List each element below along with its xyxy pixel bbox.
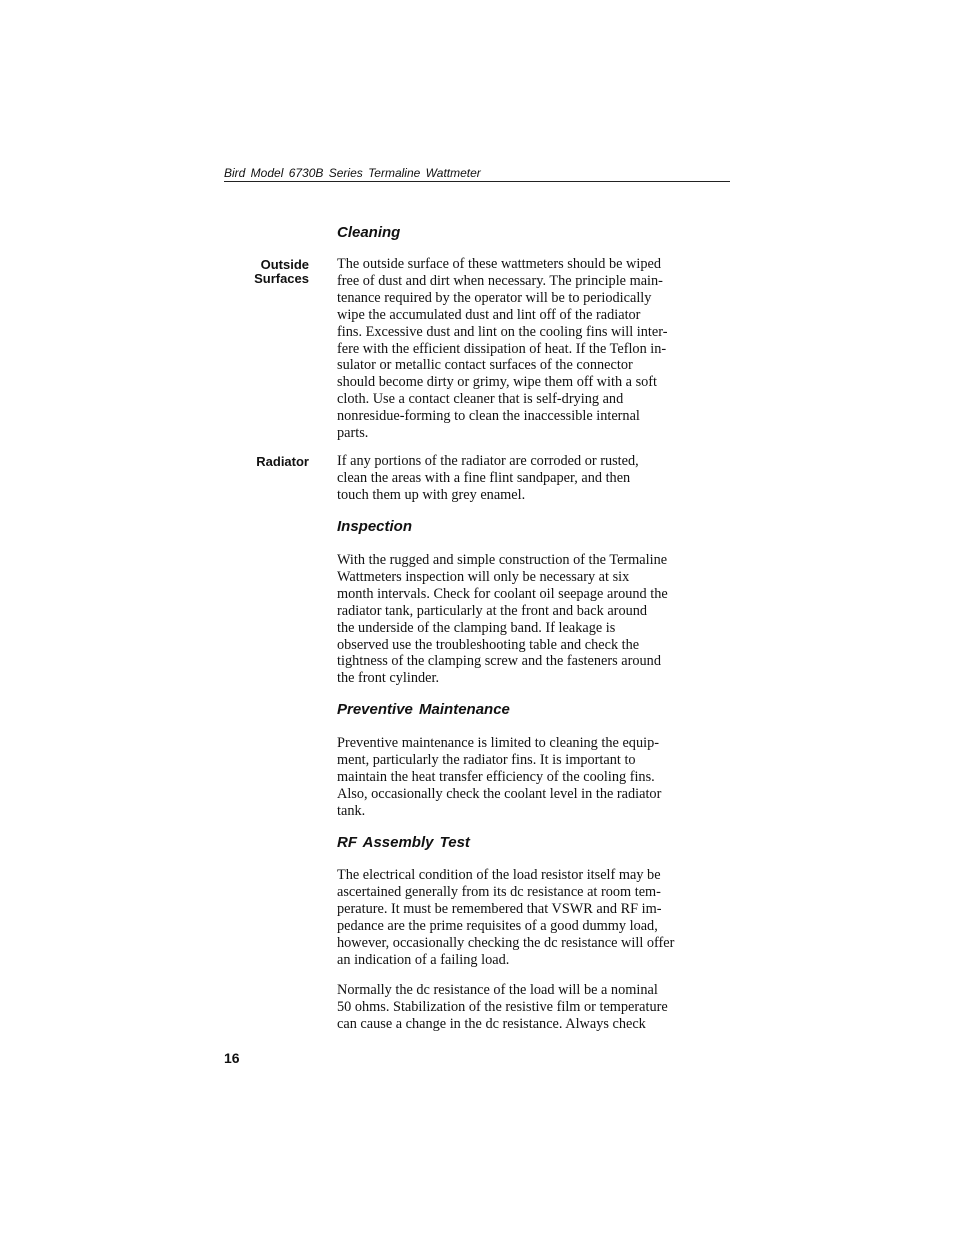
text-line: the underside of the clamping band. If leakage is — [337, 619, 616, 636]
text-line: 50 ohms. Stabilization of the resistive film or temperature — [337, 998, 668, 1015]
text-line: tenance required by the operator will be to periodically — [337, 289, 652, 306]
paragraph-preventive-maintenance — [337, 735, 730, 820]
text-line: With the rugged and simple construction of the Termaline — [337, 552, 668, 568]
text-line: should become dirty or grimy, wipe them off with a soft — [337, 374, 658, 391]
text-line: the front cylinder. — [337, 670, 440, 687]
paragraph-rf-test-1 — [337, 867, 730, 968]
page-number: 16 — [224, 1050, 240, 1066]
paragraph-rf-test-2 — [337, 982, 730, 1033]
text-line: Normally the dc resistance of the load will be a nominal — [337, 982, 658, 998]
text-line: month intervals. Check for coolant oil seepage around the — [337, 585, 668, 602]
section-title-cleaning: Cleaning — [337, 224, 401, 241]
text-line: an indication of a failing load. — [337, 951, 510, 968]
text-line: radiator tank, particularly at the front and back around — [337, 602, 648, 619]
section-title-inspection: Inspection — [337, 518, 413, 535]
text-line: The outside surface of these wattmeters should be wiped — [337, 256, 661, 272]
text-line: Preventive maintenance is limited to cleaning the equip- — [337, 735, 659, 751]
text-line: tightness of the clamping screw and the fasteners around — [337, 653, 661, 670]
text-line: wipe the accumulated dust and lint off of the radiator — [337, 306, 641, 323]
section-title-rf-assembly-test: RF Assembly Test — [337, 834, 470, 851]
side-label-outside-surfaces — [254, 258, 309, 286]
text-line: maintain the heat transfer efficiency of the cooling fins. — [337, 768, 655, 785]
side-label-outside: Outside — [260, 257, 309, 272]
section-title-preventive-maintenance: Preventive Maintenance — [337, 701, 510, 718]
text-line: tank. — [337, 802, 366, 819]
text-line: Wattmeters inspection will only be necessary at six — [337, 568, 630, 585]
paragraph-outside-surfaces — [337, 256, 730, 442]
text-line: cloth. Use a contact cleaner that is self-drying and — [337, 391, 624, 408]
text-line: If any portions of the radiator are corroded or rusted, — [337, 453, 639, 469]
text-line: pedance are the prime requisites of a good dummy load, — [337, 917, 658, 934]
text-line: fere with the efficient dissipation of heat. If the Teflon in- — [337, 340, 667, 357]
side-label-radiator: Radiator — [256, 454, 309, 469]
paragraph-inspection — [337, 552, 730, 687]
text-line: observed use the troubleshooting table and check the — [337, 636, 640, 653]
text-line: fins. Excessive dust and lint on the cooling fins will inter- — [337, 323, 668, 340]
text-line: however, occasionally checking the dc resistance will offer — [337, 934, 675, 951]
running-header: Bird Model 6730B Series Termaline Wattmeter — [224, 166, 730, 182]
text-line: ascertained generally from its dc resistance at room tem- — [337, 883, 661, 900]
text-line: ment, particularly the radiator fins. It is important to — [337, 751, 636, 768]
text-line: clean the areas with a fine flint sandpaper, and then — [337, 469, 631, 486]
text-line: free of dust and dirt when necessary. The principle main- — [337, 272, 663, 289]
side-label-surfaces: Surfaces — [254, 271, 309, 286]
text-line: parts. — [337, 425, 369, 442]
text-line: touch them up with grey enamel. — [337, 486, 526, 503]
text-line: perature. It must be remembered that VSWR and RF im- — [337, 900, 662, 917]
text-line: sulator or metallic contact surfaces of the connector — [337, 357, 633, 374]
text-line: nonresidue-forming to clean the inaccessible internal — [337, 408, 640, 425]
text-line: Also, occasionally check the coolant level in the radiator — [337, 785, 662, 802]
text-line: The electrical condition of the load resistor itself may be — [337, 867, 661, 883]
text-line: can cause a change in the dc resistance. Always check — [337, 1015, 646, 1032]
paragraph-radiator — [337, 453, 730, 504]
